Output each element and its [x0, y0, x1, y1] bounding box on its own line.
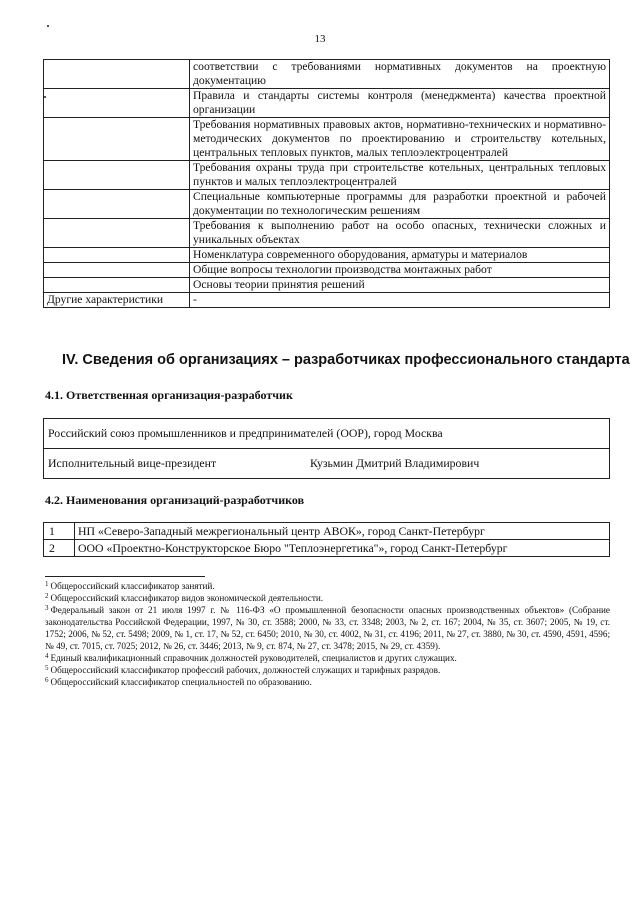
footnote: [45, 664, 610, 676]
footnote-mark: 1: [45, 580, 49, 588]
footnote-text: Общероссийский классификатор профессий рабочих, должностей служащих и тарифных разрядов.: [50, 665, 441, 675]
table-row: [44, 263, 610, 278]
organization-name: Российский союз промышленников и предпринимателей (ООР), город Москва: [44, 419, 610, 449]
row-value: Специальные компьютерные программы для разработки проектной и рабочей документации по технологическим решениям: [190, 190, 610, 219]
footnotes: [45, 580, 610, 688]
row-value: соответствии с требованиями нормативных документов на проектную документацию: [190, 60, 610, 89]
footnote-text: Общероссийский классификатор занятий.: [50, 581, 215, 591]
page-number: 13: [314, 33, 326, 45]
footnote: [45, 592, 610, 604]
table-row: [44, 60, 610, 89]
row-value: Требования нормативных правовых актов, нормативно-технических и нормативно-методических документов по проектированию и строительству котельных, центральных тепловых пунктов, малых теплоэлектроцентралей: [190, 118, 610, 161]
row-value: Правила и стандарты системы контроля (менеджмента) качества проектной организации: [190, 89, 610, 118]
table-row: [44, 449, 610, 479]
footnote: [45, 652, 610, 664]
row-label: Другие характеристики: [44, 293, 190, 308]
table-row: [44, 278, 610, 293]
row-value: Требования охраны труда при строительстве котельных, центральных тепловых пунктов и малых теплоэлектроцентралей: [190, 161, 610, 190]
qualifications-table: [43, 59, 610, 308]
footnote: [45, 604, 610, 652]
signatory-position: Исполнительный вице-президент: [48, 456, 217, 470]
section-4-2-title: 4.2. Наименования организаций-разработчиков: [45, 493, 305, 507]
row-number: 1: [44, 523, 75, 540]
developer-organizations-table: [43, 522, 610, 557]
footnote: [45, 676, 610, 688]
table-row: [44, 523, 610, 540]
row-value: Требования к выполнению работ на особо опасных, технически сложных и уникальных объектах: [190, 219, 610, 248]
organization-name: ООО «Проектно-Конструкторское Бюро "Теплоэнергетика"», город Санкт-Петербург: [75, 540, 610, 557]
signatory-cell: [44, 449, 610, 479]
row-value: Номенклатура современного оборудования, арматуры и материалов: [190, 248, 610, 263]
footnote-text: Общероссийский классификатор видов экономической деятельности.: [50, 593, 324, 603]
footnote-separator: [45, 576, 205, 577]
footnote-text: Общероссийский классификатор специальностей по образованию.: [50, 677, 312, 687]
table-row: [44, 248, 610, 263]
section-4-1-title: 4.1. Ответственная организация-разработчик: [45, 388, 293, 402]
row-number: 2: [44, 540, 75, 557]
table-row: [44, 161, 610, 190]
row-value: -: [190, 293, 610, 308]
row-label: [44, 161, 190, 190]
footnote-mark: 6: [45, 676, 49, 684]
footnote-mark: 3: [45, 604, 49, 612]
table-row: [44, 293, 610, 308]
signatory-name: Кузьмин Дмитрий Владимирович: [310, 456, 480, 470]
row-label: [44, 278, 190, 293]
row-label: [44, 263, 190, 278]
table-row: [44, 118, 610, 161]
row-value: Общие вопросы технологии производства монтажных работ: [190, 263, 610, 278]
organization-name: НП «Северо-Западный межрегиональный центр АВОК», город Санкт-Петербург: [75, 523, 610, 540]
footnote-text: Единый квалификационный справочник должностей руководителей, специалистов и других служащих.: [50, 653, 457, 663]
table-row: [44, 540, 610, 557]
table-row: [44, 419, 610, 449]
scan-mark: [47, 25, 49, 27]
footnote-mark: 4: [45, 652, 49, 660]
responsible-organization-table: [43, 418, 610, 479]
row-label: [44, 248, 190, 263]
footnote-text: Федеральный закон от 21 июля 1997 г. № 116-ФЗ «О промышленной безопасности опасных производственных объектов» (Собрание законодательства Российской Федерации, 1997, № 30, ст. 3588; 2000, № 33, ст. 3348; 2003, № 2, ст. 167; 2004, № 35, ст. 3607; 2005, № 19, ст. 1752; 2006, № 52, ст. 5498; 2009, № 1, ст. 17, № 52, ст. 6450; 2010, № 30, ст. 4002, № 31, ст. 4196; 2011, № 27, ст. 3880, № 30, ст. 4590, 4591, 4596; № 49, ст. 7015, ст. 7025; 2012, № 26, ст. 3446; 2013, № 9, ст. 874, № 27, ст. 3478; 2015, № 29, ст. 4359).: [45, 605, 610, 651]
table-row: [44, 89, 610, 118]
table-row: [44, 219, 610, 248]
row-label: [44, 190, 190, 219]
section-iv-title: IV. Сведения об организациях – разработчиках профессионального стандарта: [62, 352, 630, 368]
table-row: [44, 190, 610, 219]
row-label: [44, 118, 190, 161]
row-label: [44, 219, 190, 248]
row-label: [44, 89, 190, 118]
row-label: [44, 60, 190, 89]
footnote-mark: 5: [45, 664, 49, 672]
footnote-mark: 2: [45, 592, 49, 600]
row-value: Основы теории принятия решений: [190, 278, 610, 293]
footnote: [45, 580, 610, 592]
